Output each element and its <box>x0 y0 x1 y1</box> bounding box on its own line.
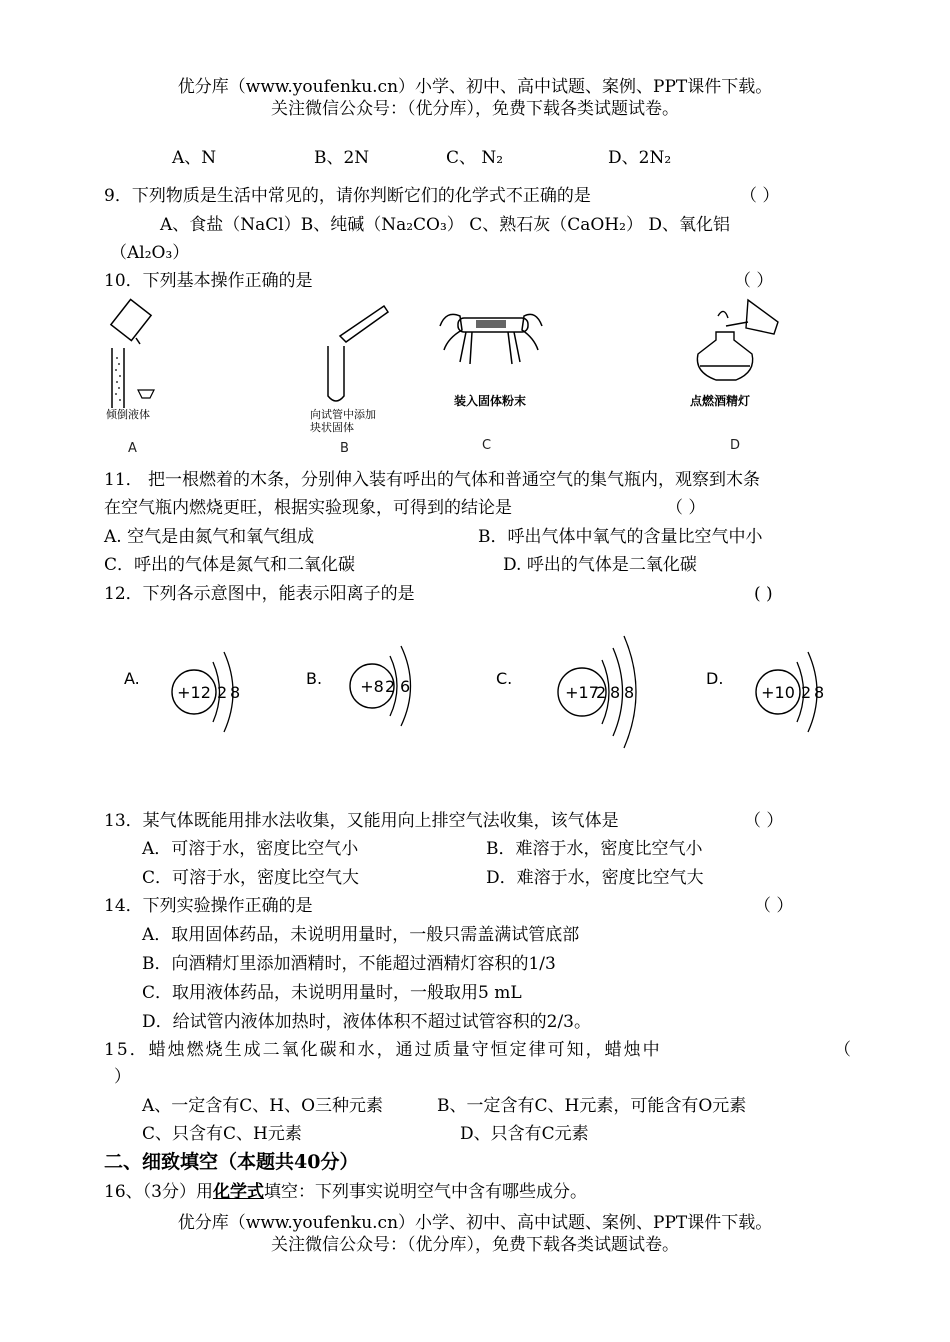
q16-stem <box>104 1181 587 1203</box>
fig-a-caption: 倾倒液体 <box>106 408 150 421</box>
q13-stem: 13．某气体既能用排水法收集，又能用向上排空气法收集，该气体是 <box>104 811 619 831</box>
atom-b-shell-1: 2 <box>385 677 396 696</box>
q8-option-a: A、N <box>172 148 217 168</box>
atom-b-label: B. <box>306 669 323 688</box>
q13-option-b: B．难溶于水，密度比空气小 <box>486 839 703 859</box>
fig-c-caption: 装入固体粉末 <box>454 394 527 408</box>
q11-stem-line-2: 在空气瓶内燃烧更旺，根据实验现象，可得到的结论是 <box>104 498 512 518</box>
q16-emphasis: 化学式 <box>212 1182 264 1202</box>
q11-option-a: A. 空气是由氮气和氧气组成 <box>104 527 315 547</box>
q11-stem-line-1: 11． 把一根燃着的木条，分别伸入装有呼出的气体和普通空气的集气瓶内，观察到木条 <box>104 470 761 490</box>
atom-a-shell-1: 2 <box>217 683 228 702</box>
q14-option-b: B．向酒精灯里添加酒精时，不能超过酒精灯容积的1/3 <box>142 954 556 974</box>
q8-option-b: B、2N <box>314 148 370 168</box>
q15-option-a: A、一定含有C、H、O三种元素 <box>142 1096 384 1116</box>
q14-answer-paren: （ ） <box>754 896 794 916</box>
atom-c-shell-3: 8 <box>624 683 635 702</box>
figure-lighting-lamp <box>690 296 785 382</box>
header-line-1: 优分库（www.youfenku.cn）小学、初中、高中试题、案例、PPT课件下载。 <box>177 77 773 97</box>
q13-option-d: D．难溶于水，密度比空气大 <box>486 868 704 888</box>
fig-d-label: D <box>730 438 741 453</box>
atom-diagram-a <box>118 640 258 750</box>
atom-b-nucleus: +8 <box>360 677 384 696</box>
footer-line-2: 关注微信公众号：（优分库），免费下载各类试题试卷。 <box>271 1235 679 1255</box>
atom-b-shell-2: 6 <box>400 677 411 696</box>
q12-answer-paren: ( ) <box>754 584 773 604</box>
footer-line-1: 优分库（www.youfenku.cn）小学、初中、高中试题、案例、PPT课件下载。 <box>177 1213 773 1233</box>
atom-a-label: A. <box>124 669 140 688</box>
atom-c-nucleus: +17 <box>565 683 599 702</box>
q9-stem: 9．下列物质是生活中常见的，请你判断它们的化学式不正确的是 <box>104 186 591 206</box>
atom-d-shell-1: 2 <box>801 683 812 702</box>
q11-answer-paren: （ ） <box>666 498 706 518</box>
q11-option-c: C．呼出的气体是氮气和二氧化碳 <box>104 555 356 575</box>
q15-option-c: C、只含有C、H元素 <box>142 1124 302 1144</box>
figure-loading-powder <box>436 308 546 370</box>
q10-answer-paren: （ ） <box>734 271 774 291</box>
fig-a-label: A <box>128 441 137 456</box>
atom-c-label: C. <box>496 669 513 688</box>
q11-option-d: D. 呼出的气体是二氧化碳 <box>503 555 697 575</box>
q15-stem: 15．蜡烛燃烧生成二氧化碳和水，通过质量守恒定律可知，蜡烛中 <box>104 1040 662 1060</box>
atom-c-shell-1: 2 <box>596 683 607 702</box>
q14-option-d: D．给试管内液体加热时，液体体积不超过试管容积的2/3。 <box>142 1012 591 1032</box>
atom-d-nucleus: +10 <box>761 683 795 702</box>
q13-answer-paren: （ ） <box>744 811 784 831</box>
q9-options-tail: （Al₂O₃） <box>110 243 190 263</box>
q15-paren-close: ） <box>114 1067 131 1087</box>
fig-d-caption: 点燃酒精灯 <box>690 394 751 408</box>
atom-diagram-c <box>490 630 660 755</box>
fig-c-label: C <box>482 438 492 453</box>
q16-post: 填空：下列事实说明空气中含有哪些成分。 <box>263 1182 587 1202</box>
q12-stem: 12．下列各示意图中，能表示阳离子的是 <box>104 584 415 604</box>
q14-option-a: A．取用固体药品，未说明用量时，一般只需盖满试管底部 <box>142 925 580 945</box>
atom-diagram-d <box>700 640 840 750</box>
figure-adding-block-solid <box>318 300 393 408</box>
section-2-title: 二、细致填空（本题共40分） <box>104 1151 359 1173</box>
atom-a-shell-2: 8 <box>230 683 241 702</box>
q13-option-c: C．可溶于水，密度比空气大 <box>142 868 360 888</box>
q10-stem: 10．下列基本操作正确的是 <box>104 271 313 291</box>
atom-d-label: D. <box>706 669 724 688</box>
q14-stem: 14．下列实验操作正确的是 <box>104 896 313 916</box>
atom-c-shell-2: 8 <box>610 683 621 702</box>
q8-option-d: D、2N₂ <box>608 148 672 168</box>
atom-a-nucleus: +12 <box>177 683 211 702</box>
q14-option-c: C．取用液体药品，未说明用量时，一般取用5 mL <box>142 983 522 1003</box>
q11-option-b: B．呼出气体中氧气的含量比空气中小 <box>478 527 763 547</box>
q8-option-c: C、 N₂ <box>446 148 504 168</box>
atom-d-shell-2: 8 <box>814 683 825 702</box>
header-line-2: 关注微信公众号：（优分库），免费下载各类试题试卷。 <box>271 99 679 119</box>
q9-answer-paren: （ ） <box>740 186 780 206</box>
q15-option-d: D、只含有C元素 <box>460 1124 589 1144</box>
q16-pre: 16、（3分）用 <box>104 1182 213 1202</box>
q15-option-b: B、一定含有C、H元素，可能含有O元素 <box>437 1096 747 1116</box>
q13-option-a: A．可溶于水，密度比空气小 <box>142 839 359 859</box>
fig-b-caption-1: 向试管中添加 <box>310 408 376 421</box>
fig-b-caption-2: 块状固体 <box>310 421 354 434</box>
atom-diagram-b <box>300 640 430 750</box>
figure-pouring-liquid <box>100 298 170 408</box>
fig-b-label: B <box>340 441 349 456</box>
q9-options: A、食盐（NaCl）B、纯碱（Na₂CO₃） C、熟石灰（CaOH₂） D、氧化铝 <box>160 215 730 235</box>
q15-paren-open: （ <box>834 1040 851 1060</box>
